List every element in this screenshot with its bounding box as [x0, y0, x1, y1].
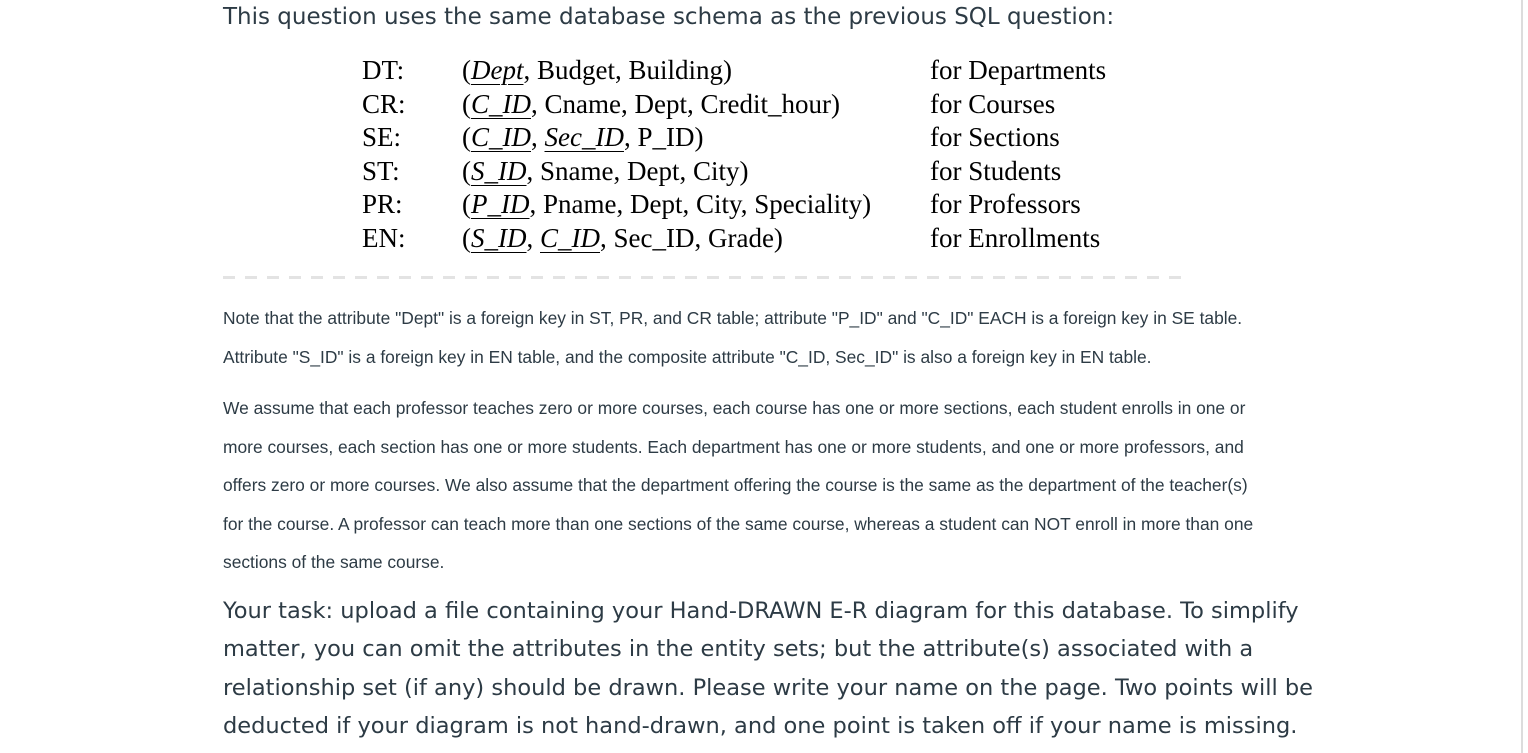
attr-text: (: [462, 155, 471, 186]
primary-key-attr: P_ID: [471, 189, 530, 219]
schema-code: DT:: [362, 55, 405, 85]
task-line: matter, you can omit the attributes in the entity sets; but the attribute(s) associated with a: [223, 636, 1254, 663]
schema-attributes: [462, 54, 732, 87]
schema-description: for Sections: [930, 122, 1060, 152]
task-line: relationship set (if any) should be drawn. Please write your name on the page. Two points will be: [223, 674, 1313, 701]
assumptions-paragraph: [223, 389, 1323, 582]
primary-key-attr: C_ID: [540, 222, 600, 253]
task-instructions: [223, 592, 1323, 745]
attr-text: , Pname, Dept, City, Speciality): [529, 189, 872, 219]
attr-text: (: [462, 122, 471, 152]
schema-description: for Courses: [930, 88, 1056, 119]
schema-attributes: [462, 121, 703, 154]
primary-key-attr: Sec_ID: [544, 122, 624, 152]
primary-key-attr: S_ID: [471, 155, 527, 186]
schema-attributes: [462, 222, 783, 255]
page-right-border: [1521, 0, 1523, 753]
schema-code: EN:: [362, 222, 406, 253]
primary-key-attr: Dept: [471, 55, 524, 85]
schema-description: for Students: [930, 155, 1062, 186]
schema-description: for Departments: [930, 55, 1107, 85]
schema-description: for Professors: [930, 189, 1081, 219]
schema-description: for Enrollments: [930, 222, 1101, 253]
note-line: Attribute "S_ID" is a foreign key in EN table, and the composite attribute "C_ID, Sec_ID" is also a foreign key in EN table.: [223, 346, 1152, 367]
primary-key-attr: C_ID: [471, 122, 531, 152]
task-line: Your task: upload a file containing your Hand-DRAWN E-R diagram for this database. To simplify: [223, 598, 1299, 624]
assumption-line: sections of the same course.: [223, 552, 445, 572]
assumption-line: offers zero or more courses. We also assume that the department offering the course is the same as the department of the teacher(s): [223, 475, 1248, 495]
attr-text: (: [462, 88, 471, 119]
attr-text: , Sec_ID, Grade): [600, 222, 783, 253]
note-line: Note that the attribute "Dept" is a foreign key in ST, PR, and CR table; attribute "P_ID" and "C_ID" EACH is a foreign key in SE table.: [223, 308, 1243, 328]
schema-code: ST:: [362, 155, 400, 186]
intro-text: This question uses the same database schema as the previous SQL question:: [223, 4, 1115, 30]
attr-text: , Sname, Dept, City): [526, 155, 749, 186]
schema-code: PR:: [362, 189, 403, 219]
schema-attributes: [462, 155, 748, 188]
attr-text: , P_ID): [623, 122, 704, 152]
task-line: deducted if your diagram is not hand-drawn, and one point is taken off if your name is missing.: [223, 712, 1298, 739]
cropped-text-remnant: [223, 276, 1183, 279]
attr-text: (: [462, 55, 471, 85]
attr-text: (: [462, 189, 471, 219]
schema-attributes: [462, 188, 871, 221]
primary-key-attr: S_ID: [471, 222, 527, 253]
schema-attributes: [462, 88, 840, 121]
attr-text: ,: [531, 122, 545, 152]
primary-key-attr: C_ID: [471, 88, 531, 119]
attr-text: , Cname, Dept, Credit_hour): [531, 88, 840, 119]
assumption-line: more courses, each section has one or more students. Each department has one or more students, and one or more professors, and: [223, 436, 1244, 457]
assumption-line: We assume that each professor teaches zero or more courses, each course has one or more sections, each student enrolls in one or: [223, 398, 1246, 418]
attr-text: , Budget, Building): [523, 55, 732, 85]
foreign-key-note: [223, 299, 1323, 376]
schema-code: SE:: [362, 122, 402, 152]
attr-text: ,: [526, 222, 540, 253]
assumption-line: for the course. A professor can teach more than one sections of the same course, whereas a student can NOT enroll in more than one: [223, 513, 1254, 534]
schema-code: CR:: [362, 88, 406, 119]
attr-text: (: [462, 222, 471, 253]
